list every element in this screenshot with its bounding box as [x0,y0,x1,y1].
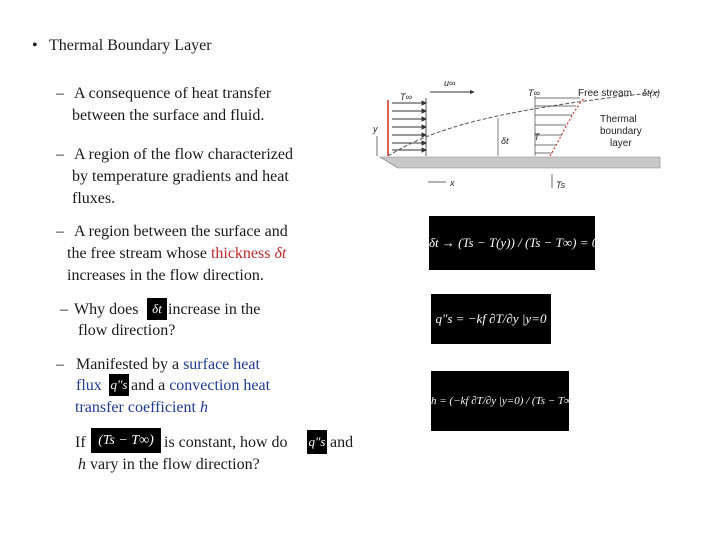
delta-t-symbol: δt [274,245,287,262]
dash-5: – [56,356,64,373]
equation-1-text: δt → (Ts − T(y)) / (Ts − T∞) = 0.99 [429,235,615,250]
thermal-boundary-layer-diagram [370,70,670,195]
item5-convection: convection heat [169,377,271,394]
item4-pre: Why does [74,301,139,318]
diagram-thermal-2: boundary [600,126,642,137]
item4-post: increase in the [168,301,261,318]
item3-thickness: thickness [210,245,271,262]
title-bullet: • [32,37,38,54]
item5-line3 [75,397,208,418]
item6-line2 [78,454,260,475]
inline-q2: q″s [308,434,326,449]
item5-surface-heat: surface heat [183,356,260,373]
diagram-u-inf: u∞ [444,78,456,88]
item2-line3: fluxes. [72,190,116,207]
item4-line2: flow direction? [78,322,176,339]
item5-coefficient: transfer coefficient [75,399,196,416]
dash-2: – [56,146,64,163]
dash-4: – [60,301,68,318]
item1-line1: A consequence of heat transfer [74,85,272,102]
item3-line3: increases in the flow direction. [67,267,264,284]
diagram-T-inf-left: T∞ [400,92,412,102]
equation-3-text: h = (−kf ∂T/∂y |y=0) / (Ts − T∞) [431,395,576,407]
item5-h: h [199,399,208,416]
inline-dT: (Ts − T∞) [98,433,154,448]
item6-h: h [78,456,86,473]
inline-dT-box [91,428,161,453]
item5-pre: Manifested by a [76,356,180,373]
diagram-Ts: Ts [556,180,566,190]
item6-post: vary in the flow direction? [90,456,260,473]
item5-and-a: and a [131,377,166,394]
diagram-thermal-3: layer [610,138,632,149]
diagram-delta-x: δt(x) [642,88,660,98]
equation-delta-t [429,216,615,270]
equation-2-text: q″s = −kf ∂T/∂y |y=0 [435,311,547,326]
item5-flux: flux [76,377,102,394]
item1-line2: between the surface and fluid. [72,107,265,124]
inline-q2-box [307,430,327,454]
inline-delta: δt [152,301,162,316]
slide-title: Thermal Boundary Layer [49,37,212,54]
item5-line1 [76,354,260,375]
item6-if: If [75,434,86,451]
diagram-T-inf-top: T∞ [528,88,540,98]
item6-and: and [330,434,354,451]
equation-heat-flux [431,294,551,344]
item3-line1: A region between the surface and [74,223,288,240]
equation-h [431,371,576,431]
diagram-T: T [534,132,540,142]
diagram-x: x [450,178,455,188]
diagram-delta-t: δt [501,136,509,146]
diagram-y: y [373,124,378,134]
inline-q: q″s [110,377,128,392]
diagram-free-stream: Free stream [578,88,632,99]
item6-mid: is constant, how do [164,434,288,451]
inline-q-box [109,374,129,396]
item3-pre: the free stream whose [67,245,207,262]
item5-line2-post [131,375,270,396]
dash-1: – [56,85,64,102]
item3-line2 [67,243,286,264]
item2-line1: A region of the flow characterized [74,146,294,163]
inline-delta-box [147,298,167,320]
diagram-thermal-1: Thermal [600,114,637,125]
item2-line2: by temperature gradients and heat [72,168,289,185]
dash-3: – [56,223,64,240]
